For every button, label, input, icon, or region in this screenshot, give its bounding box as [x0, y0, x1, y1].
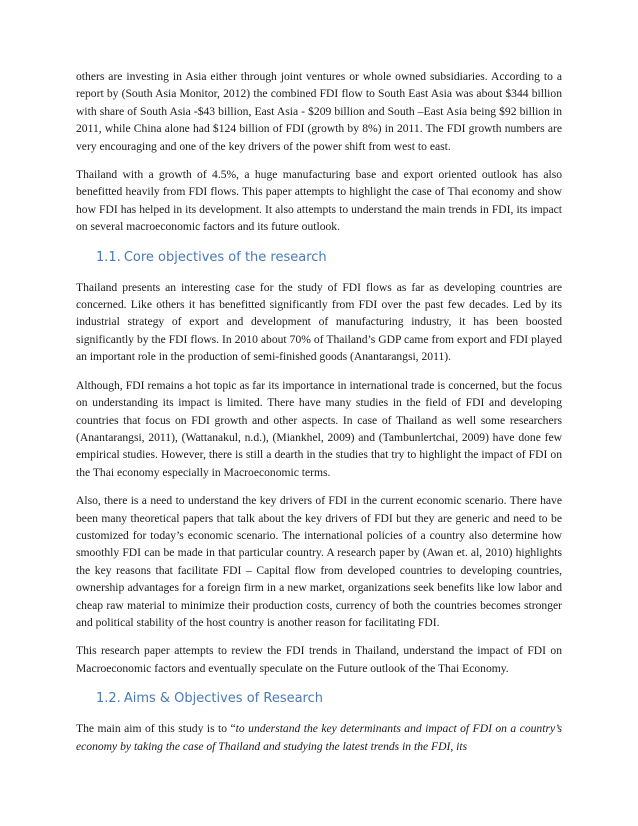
section-title: Aims & Objectives of Research	[123, 691, 323, 707]
section-heading-core-objectives	[96, 249, 562, 267]
paragraph-paper-aim: This research paper attempts to review the FDI trends in Thailand, understand the impact of FDI on Macroeconomic factors and eventually speculate on the Future outlook of the Thai Economy.	[76, 644, 562, 675]
paragraph-thailand-case: Thailand presents an interesting case for the study of FDI flows as far as developing countries are concerned. Like others it has benefitted significantly from FDI over the past few decades. Led by its industrial strategy of export and development of manufacturing industry, it has been boosted significantly by the FDI flows. In 2010 about 70% of Thailand’s GDP came from export and FDI played an important role in the production of semi-finished goods (Anantarangsi, 2011).	[76, 280, 562, 364]
main-aim-quote: to understand the key determinants and impact of FDI on a country’s economy by taking the case of Thailand and studying the latest trends in the FDI, its	[76, 722, 562, 753]
section-number: 1.1.	[96, 249, 121, 265]
section-title: Core objectives of the research	[123, 249, 327, 265]
paragraph-fdi-asia: others are investing in Asia either through joint ventures or whole owned subsidiaries. According to a report by (South Asia Monitor, 2012) the combined FDI flow to South East Asia was about $344 billion with share of South Asia -$43 billion, East Asia - $209 billion and South –East Asia being $92 billion in 2011, while China alone had $124 billion of FDI (growth by 8%) in 2011. The FDI growth numbers are very encouraging and one of the key drivers of the power shift from west to east.	[76, 70, 562, 153]
main-aim-lead: The main aim of this study is to “	[76, 722, 236, 736]
page-body	[76, 68, 562, 766]
section-heading-aims	[96, 690, 562, 708]
paragraph-fdi-studies: Although, FDI remains a hot topic as far its importance in international trade is concerned, but the focus on understanding its impact is limited. There have many studies in the field of FDI and developing countries that focus on FDI growth and other aspects. In case of Thailand as well some researchers (Anantarangsi, 2011), (Wattanakul, n.d.), (Miankhel, 2009) and (Tambunlertchai, 2009) have done few empirical studies. However, there is still a dearth in the studies that try to highlight the impact of FDI on the Thai economy especially in Macroeconomic terms.	[76, 378, 562, 479]
paragraph-fdi-drivers: Also, there is a need to understand the key drivers of FDI in the current economic scenario. There have been many theoretical papers that talk about the key drivers of FDI but they are generic and need to be customized for today’s economic scenario. The international policies of a country also determine how smoothly FDI can be made in that particular country. A research paper by (Awan et. al, 2010) highlights the key reasons that facilitate FDI – Capital flow from developed countries to developing countries, ownership advantages for a foreign firm in a new market, organizations seek benefits like low labor and cheap raw material to minimize their production costs, currency of both the countries becomes stronger and political stability of the host country is another reason for facilitating FDI.	[76, 494, 562, 629]
paragraph-main-aim	[76, 720, 562, 755]
section-number: 1.2.	[96, 691, 121, 707]
paragraph-thailand-growth: Thailand with a growth of 4.5%, a huge manufacturing base and export oriented outlook has also benefitted heavily from FDI flows. This paper attempts to highlight the case of Thai economy and show how FDI has helped in its development. It also attempts to understand the main trends in FDI, its impact on several macroeconomic factors and its future outlook.	[76, 168, 562, 234]
